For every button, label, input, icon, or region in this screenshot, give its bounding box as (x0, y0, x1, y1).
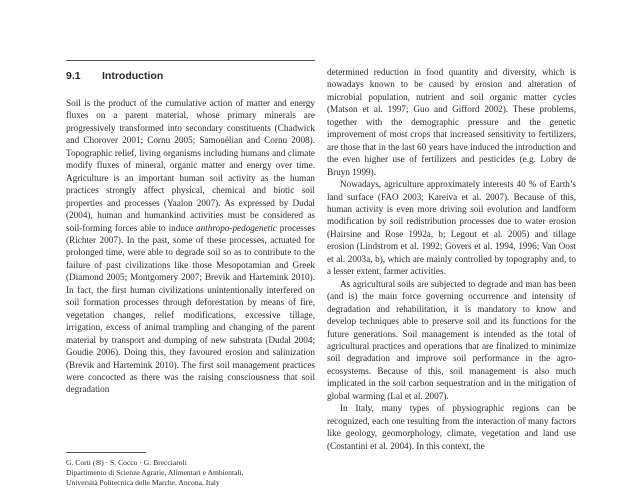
right-paragraph-1: determined reduction in food quantity and diversity, which is nowadays known to be caused by erosion and alteration of microbial population, nutrient and soil organic matter cycles (Matson et al. 1997; Guo and Gifford 2002). These problems, together with the demographic pressure and the genetic improvement of most crops that increased sensitivity to fertilizers, are those that in the last 60 years have induced the introduction and the even higher use of fertilizers and pesticides (e.g. Lobry de Bruyn 1999). (327, 67, 576, 177)
right-column (327, 66, 576, 452)
section-title: Introduction (102, 70, 164, 82)
footnote (66, 458, 315, 488)
left-text-a: Soil is the product of the cumulative action of matter and energy fluxes on a parent material, whose primary minerals are progressively transformed into secondary constituents (Chadwick and Chorover 2001; Cornu 2005; Samouëlian and Cornu 2008). Topographic relief, living organisms including humans and climate modify fluxes of mineral, organic matter and energy over time. Agriculture is an important human soil activity as the human practices strongly affect physical, chemical and biotic soil properties and processes (Yaalon 2007). As expressed by Dudal (2004), human and humankind activities must be considered as soil-forming forces able to induce (66, 98, 315, 233)
left-emphasis: anthropo-pedogenetic (196, 222, 277, 233)
authors-prefix: G. Corti ( (66, 458, 96, 467)
left-paragraph-1 (66, 97, 315, 396)
footnote-affiliation: Dipartimento di Scienze Agrarie, Alimentari e Ambientali, (66, 468, 244, 477)
authors-suffix: ) · S. Cocco · G. Brecciaroli (101, 458, 187, 467)
section-heading (66, 70, 163, 82)
footnote-rule (66, 452, 146, 453)
top-rule (66, 60, 315, 61)
section-number: 9.1 (66, 70, 81, 82)
footnote-affiliation-2: Università Politecnica delle Marche, Ancona, Italy (66, 478, 220, 487)
right-paragraph-2: Nowadays, agriculture approximately interests 40 % of Earth’s land surface (FAO 2003; Kareiva et al. 2007). Because of this, human activity is even more driving soil evolution and landform modification by soil redistribution processes due to water erosion (Hairsine and Rose 1992a, b; Legout et al. 2005) and tillage erosion (Lindstrom et al. 1992; Govers et al. 1994, 1996; Van Oost et al. 2003a, b), which are mainly controlled by topography and, to a lesser extent, farmer activities. (327, 179, 576, 277)
right-paragraph-4: In Italy, many types of physiographic regions can be recognized, each one resulting from the interaction of many factors like geology, geomorphology, climate, vegetation and land use (Costantini et al. 2004). In this context, the (327, 403, 576, 451)
left-text-b: processes (Richter 2007). In the past, some of these processes, actuated for prolonged time, were able to degrade soil so as to contribute to the failure of past civilizations like those Mesopotamian and Greek (Diamond 2005; Montgomery 2007; Brevik and Hartemink 2010). In fact, the first human civilizations unintentionally interfered on soil formation processes through deforestation by means of fire, vegetation changes, relief modifications, excessive tillage, irrigation, excess of animal trampling and changing of the parent material by transport and dumping of new substrata (Dudal 2004; Goudie 2006). Doing this, they favoured erosion and salinization (Brevik and Hartemink 2010). The first soil management practices were concocted as there was the raising consciousness that soil degradation (66, 222, 315, 395)
footnote-authors (66, 458, 315, 468)
right-paragraph-3: As agricultural soils are subjected to degrade and man has been (and is) the main force governing occurrence and intensity of degradation and rehabilitation, it is mandatory to know and develop techniques able to preserve soil and its functions for the future generations. Soil management is intended as the total of agricultural practices and operations that are finalized to minimize soil degradation and improve soil performance in the agro-ecosystems. Because of this, soil management is also much implicated in the soil carbon sequestration and in the mitigation of global warming (Lal et al. 2007). (327, 278, 576, 401)
envelope-icon: ✉ (95, 459, 102, 467)
left-column (66, 97, 315, 396)
